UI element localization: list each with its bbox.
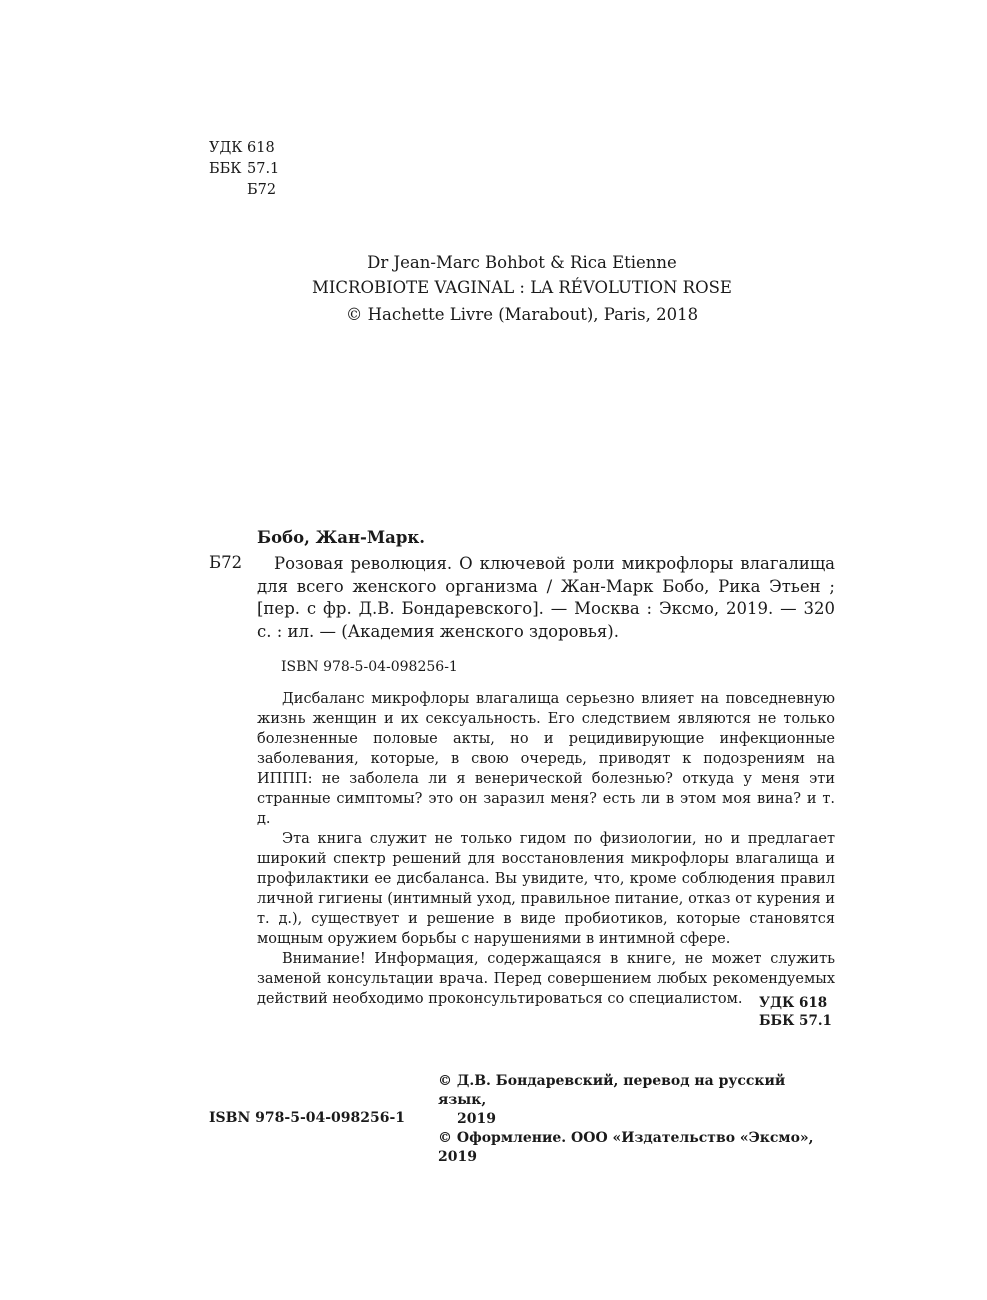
annotation-paragraph-3: Внимание! Информация, содержащаяся в книге, не может служить заменой консультации врача. Перед совершением любых рекомендуемых действий необходимо проконсультироваться со специалистом. (257, 951, 835, 1007)
annotation-paragraph-1: Дисбаланс микрофлоры влагалища серьезно влияет на повседневную жизнь женщин и их сексуальность. Его следствием являются не только болезненные половые акты, но и рецидивирующие инфекционные заболевания, которые, в свою очередь, приводят к подозрениям на ИППП: не заболела ли я венерической болезнью? откуда у меня эти странные симптомы? это он заразил меня? есть ли в этом моя вина? и т. д. (257, 691, 835, 827)
bibliographic-isbn: ISBN 978-5-04-098256-1 (281, 659, 458, 675)
translation-copyright-line1: © Д.В. Бондаревский, перевод на русский язык, (438, 1073, 786, 1108)
bottom-classification (759, 994, 832, 1030)
original-authors: Dr Jean-Marc Bohbot & Rica Etienne (367, 253, 677, 272)
udk-value: 618 (247, 140, 275, 156)
author-mark: Б72 (247, 182, 277, 198)
udk-label: УДК (209, 140, 243, 156)
isbn-bottom: ISBN 978-5-04-098256-1 (209, 1110, 406, 1126)
bibliographic-description (257, 553, 835, 643)
bottom-udk: УДК 618 (759, 995, 828, 1011)
bbk-value: 57.1 (247, 161, 280, 177)
original-copyright: © Hachette Livre (Marabout), Paris, 2018 (345, 305, 699, 324)
original-title: MICROBIOTE VAGINAL : LA RÉVOLUTION ROSE (312, 278, 732, 297)
bottom-bbk: ББК 57.1 (759, 1013, 832, 1029)
bibliographic-description-text: Розовая революция. О ключевой роли микрофлоры влагалища для всего женского организма / Жан-Марк Бобо, Рика Этьен ; [пер. с фр. Д.В. Бондаревского]. — Москва : Эксмо, 2019. — 320 с. : ил. — (Академия женского здоровья). (257, 554, 835, 641)
author-mark-row (209, 180, 279, 201)
annotation (257, 689, 835, 1009)
udk-row (209, 138, 279, 159)
design-copyright: © Оформление. ООО «Издательство «Эксмо», 2019 (438, 1130, 814, 1165)
bibliographic-mark: Б72 (209, 553, 243, 572)
classification-block (209, 138, 279, 201)
translation-copyright-line2: 2019 (457, 1111, 496, 1127)
copyright-block (438, 1072, 838, 1167)
bbk-label: ББК (209, 161, 242, 177)
bbk-row (209, 159, 279, 180)
annotation-paragraph-2: Эта книга служит не только гидом по физиологии, но и предлагает широкий спектр решений для восстановления микрофлоры влагалища и профилактики ее дисбаланса. Вы увидите, что, кроме соблюдения правил личной гигиены (интимный уход, правильное питание, отказ от курения и т. д.), существует и решение в виде пробиотиков, которые становятся мощным оружием борьбы с нарушениями в интимной сфере. (257, 831, 835, 947)
author-heading: Бобо, Жан-Марк. (257, 528, 426, 547)
original-edition-block (0, 250, 987, 327)
